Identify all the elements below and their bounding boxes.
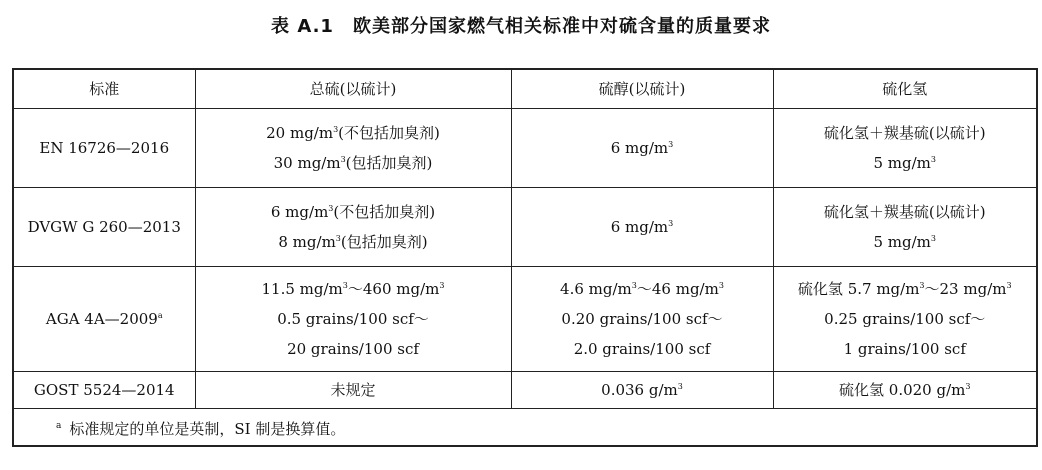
value-line: 硫化氢＋羰基硫(以硫计)	[823, 124, 986, 142]
value-line: 6 $mg/m^3$	[610, 218, 674, 236]
standard-cell	[13, 267, 195, 372]
value-line: 0.036 $g/m^3$	[601, 381, 683, 399]
value-line: 5 $mg/m^3$	[873, 233, 936, 251]
table-row	[13, 109, 1037, 188]
standard-name: EN 16726—2016	[39, 139, 170, 157]
sulfur-standards-table	[12, 68, 1038, 447]
value-line: 2.0 grains/100 scf	[573, 340, 711, 358]
value-line: 硫化氢＋羰基硫(以硫计)	[823, 203, 986, 221]
mercaptan-cell	[511, 267, 773, 372]
standard-cell	[13, 109, 195, 188]
footnote-ref: a	[157, 311, 163, 320]
value-line: 1 grains/100 scf	[843, 340, 966, 358]
table-title: 表 A.1 欧美部分国家燃气相关标准中对硫含量的质量要求	[271, 16, 771, 37]
value-line: 6 $mg/m^3$(不包括加臭剂)	[270, 203, 436, 221]
footnote-mark: a	[56, 420, 62, 431]
total-sulfur-cell	[195, 372, 511, 409]
table-row	[13, 267, 1037, 372]
value-line: 20 grains/100 scf	[287, 340, 419, 358]
mercaptan-cell	[511, 372, 773, 409]
total-sulfur-cell	[195, 188, 511, 267]
value-line: 6 $mg/m^3$	[610, 139, 674, 157]
value-line: 4.6 $mg/m^3\sim 46$ $mg/m^3$	[560, 280, 724, 298]
footnote-row	[13, 409, 1037, 447]
value-line: 0.25 grains/100 scf～	[824, 310, 986, 328]
value-line: 硫化氢 0.020 $g/m^3$	[839, 381, 971, 399]
standard-cell	[13, 372, 195, 409]
header-row	[13, 69, 1037, 109]
value-line: 0.20 grains/100 scf～	[561, 310, 723, 328]
header-mercaptan: 硫醇(以硫计)	[511, 69, 773, 109]
value-line: 30 $mg/m^3$(包括加臭剂)	[273, 154, 433, 172]
mercaptan-cell	[511, 109, 773, 188]
value-line: 0.5 grains/100 scf～	[277, 310, 429, 328]
value-line: 5 $mg/m^3$	[873, 154, 936, 172]
footnote-cell	[13, 409, 1037, 447]
table-row	[13, 188, 1037, 267]
table-row	[13, 372, 1037, 409]
value-line: 8 $mg/m^3$(包括加臭剂)	[278, 233, 428, 251]
footnote-text: 标准规定的单位是英制，SI 制是换算值。	[69, 419, 346, 438]
standard-name: AGA 4A—2009	[45, 310, 158, 328]
value-line: 硫化氢 5.7 $mg/m^3\sim 23$ $mg/m^3$	[797, 280, 1012, 298]
h2s-cell	[773, 109, 1037, 188]
header-standard: 标准	[13, 69, 195, 109]
standard-cell	[13, 188, 195, 267]
value-line: 11.5 $mg/m^3\sim 460$ $mg/m^3$	[261, 280, 445, 298]
standard-name: GOST 5524—2014	[33, 381, 175, 399]
total-sulfur-cell	[195, 109, 511, 188]
header-h2s: 硫化氢	[773, 69, 1037, 109]
h2s-cell	[773, 372, 1037, 409]
header-total-sulfur: 总硫(以硫计)	[195, 69, 511, 109]
value-line: 20 $mg/m^3$(不包括加臭剂)	[266, 124, 440, 142]
h2s-cell	[773, 267, 1037, 372]
mercaptan-cell	[511, 188, 773, 267]
h2s-cell	[773, 188, 1037, 267]
standard-name: DVGW G 260—2013	[27, 218, 181, 236]
total-sulfur-cell	[195, 267, 511, 372]
value-line: 未规定	[330, 381, 376, 399]
